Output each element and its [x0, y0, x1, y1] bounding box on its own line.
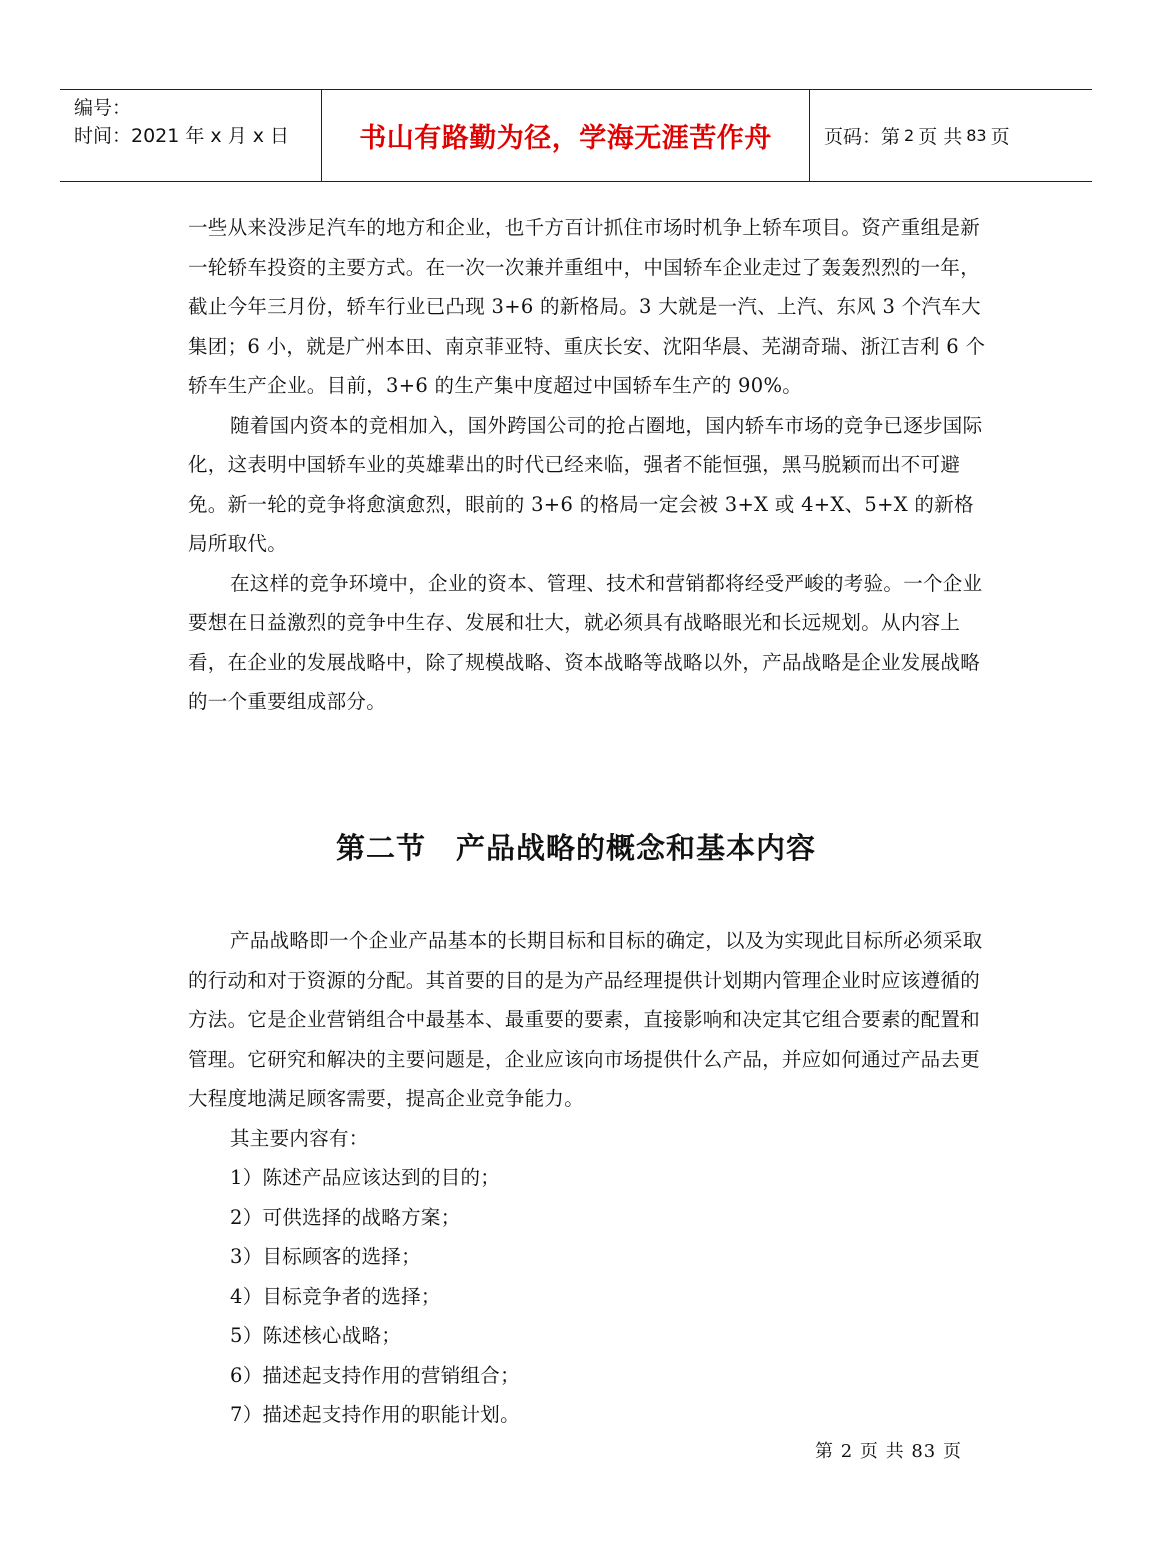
- paragraph: 产品战略即一个企业产品基本的长期目标和目标的确定，以及为实现此目标所必须采取的行动和对于资源的分配。其首要的目的是为产品经理提供计划期内管理企业时应该遵循的方法。它是企业营销组合中最基本、最重要的要素，直接影响和决定其它组合要素的配置和管理。它研究和解决的主要问题是，企业应该向市场提供什么产品，并应如何通过产品去更大程度地满足顾客需要，提高企业竞争能力。: [188, 929, 983, 1110]
- page-prefix: 页码：第: [824, 126, 901, 148]
- header-page-number: [810, 90, 1092, 181]
- list-intro: 其主要内容有：: [230, 1126, 369, 1150]
- document-header: [60, 89, 1092, 182]
- serial-label: 编号：: [74, 97, 132, 119]
- list-item: 4）目标竞争者的选择；: [230, 1284, 441, 1308]
- page-total: 83: [966, 126, 987, 145]
- page-footer: 第 2 页 共 83 页: [815, 1441, 962, 1462]
- list-item: 1）陈述产品应该达到的目的；: [230, 1166, 501, 1189]
- header-motto: 书山有路勤为径，学海无涯苦作舟: [322, 90, 810, 181]
- header-meta: [60, 90, 322, 181]
- body-text-bottom: [188, 921, 988, 1435]
- section-title: 第二节 产品战略的概念和基本内容: [335, 831, 816, 865]
- paragraph: 在这样的竞争环境中，企业的资本、管理、技术和营销都将经受严峻的考验。一个企业要想在日益激烈的竞争中生存、发展和壮大，就必须具有战略眼光和长远规划。从内容上看，在企业的发展战略中，除了规模战略、资本战略等战略以外，产品战略是企业发展战略的一个重要组成部分。: [188, 571, 983, 713]
- body-text-top: [188, 208, 988, 722]
- paragraph: 随着国内资本的竞相加入，国外跨国公司的抢占圈地，国内轿车市场的竞争已逐步国际化，这表明中国轿车业的英雄辈出的时代已经来临，强者不能恒强，黑马脱颖而出不可避免。新一轮的竞争将愈演愈烈，眼前的 3+6 的格局一定会被 3+X 或 4+X、5+X 的新格局所取代。: [188, 413, 983, 555]
- page-suffix: 页: [990, 126, 1010, 148]
- list-item: 6）描述起支持作用的营销组合；: [230, 1363, 520, 1387]
- list-item: 7）描述起支持作用的职能计划。: [230, 1403, 520, 1426]
- list-item: 5）陈述核心战略；: [230, 1324, 402, 1347]
- list-item: 2）可供选择的战略方案；: [230, 1205, 461, 1229]
- page-mid: 页 共: [918, 126, 963, 148]
- list-item: 3）目标顾客的选择；: [230, 1245, 421, 1268]
- paragraph: 一些从来没涉足汽车的地方和企业，也千方百计抓住市场时机争上轿车项目。资产重组是新一轮轿车投资的主要方式。在一次一次兼并重组中，中国轿车企业走过了轰轰烈烈的一年，截止今年三月份，轿车行业已凸现 3+6 的新格局。3 大就是一汽、上汽、东风 3 个汽车大集团；6 小，就是广州本田、南京菲亚特、重庆长安、沈阳华晨、芜湖奇瑞、浙江吉利 6 个轿车生产企业。目前，3+6 的生产集中度超过中国轿车生产的 90%。: [188, 216, 986, 397]
- date-label: 时间：2021 年 x 月 x 日: [74, 125, 290, 147]
- page-current: 2: [904, 126, 915, 145]
